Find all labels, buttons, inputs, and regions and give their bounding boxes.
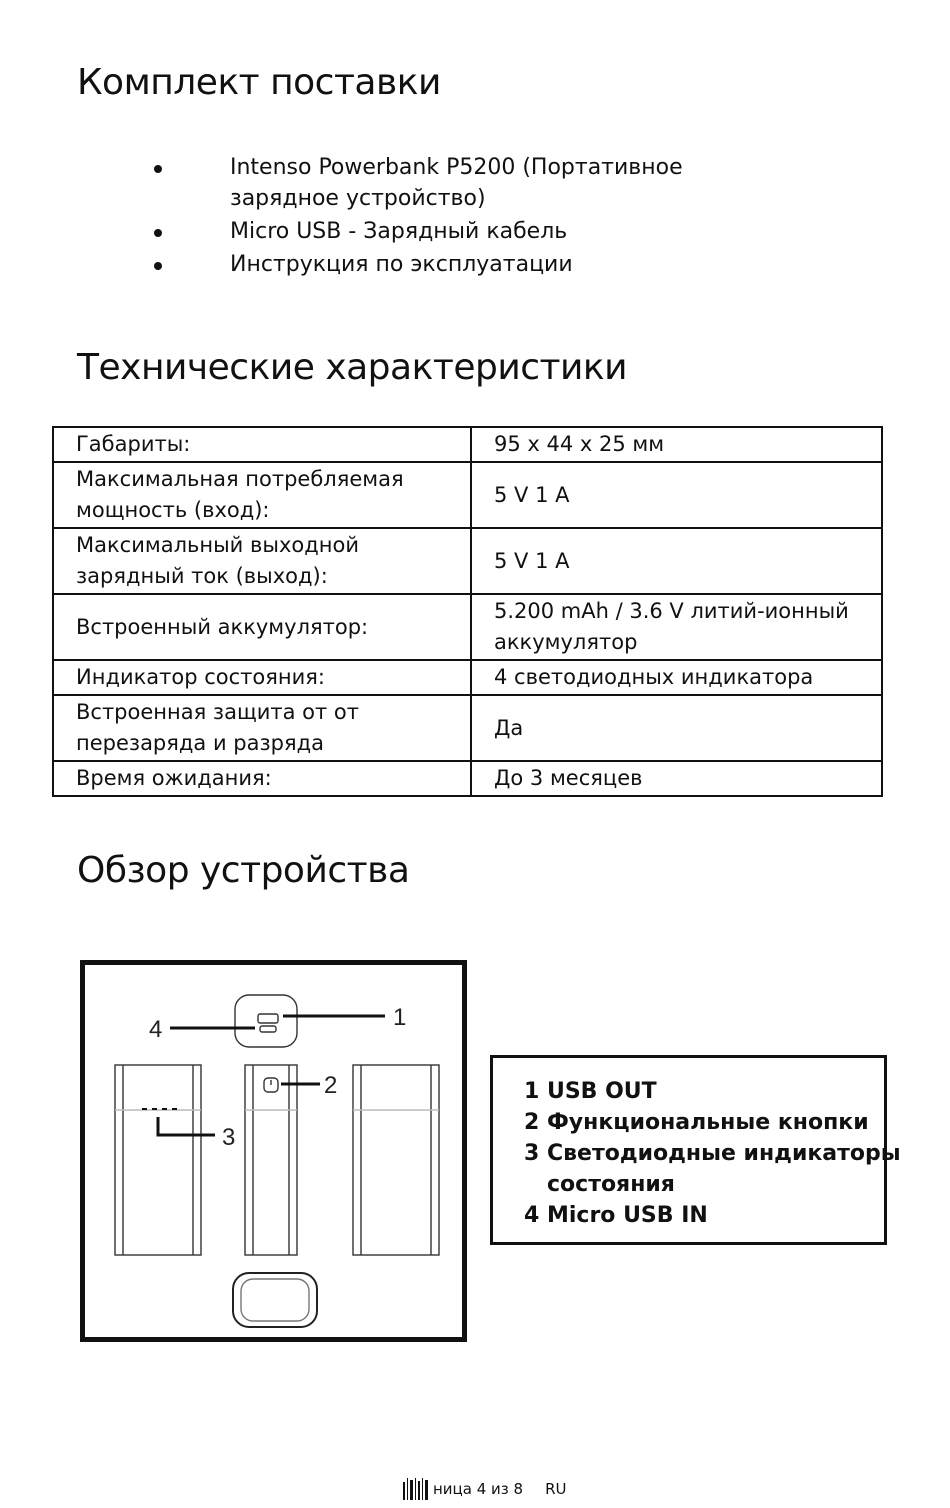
spec-key: Встроенная защита от от перезаряда и разряда bbox=[53, 695, 471, 761]
callout-line-3 bbox=[158, 1117, 215, 1135]
table-row bbox=[53, 427, 882, 462]
legend-item: состояния bbox=[547, 1172, 675, 1197]
list-item-text: Инструкция по эксплуатации bbox=[230, 252, 573, 277]
barcode-icon bbox=[403, 1478, 429, 1500]
device-bottom-inner bbox=[241, 1279, 309, 1321]
device-side-view-left bbox=[115, 1065, 201, 1255]
list-item-text: Micro USB - Зарядный кабель bbox=[230, 219, 568, 244]
usb-out-port-icon bbox=[258, 1014, 278, 1023]
table-row bbox=[53, 462, 882, 528]
device-diagram bbox=[80, 960, 467, 1342]
page-number: ница 4 из 8 bbox=[433, 1480, 524, 1498]
bullet-icon bbox=[154, 262, 162, 270]
table-row bbox=[53, 594, 882, 660]
spec-value: 5 V 1 A bbox=[471, 528, 882, 594]
spec-key: Максимальная потребляемая мощность (вход): bbox=[53, 462, 471, 528]
spec-key: Встроенный аккумулятор: bbox=[53, 594, 471, 660]
table-row bbox=[53, 761, 882, 796]
spec-value: 4 светодиодных индикатора bbox=[471, 660, 882, 695]
spec-key: Габариты: bbox=[53, 427, 471, 462]
list-item bbox=[150, 152, 790, 214]
legend-item: 1 USB OUT bbox=[524, 1079, 657, 1104]
table-row bbox=[53, 660, 882, 695]
table-row bbox=[53, 695, 882, 761]
bullet-icon bbox=[154, 165, 162, 173]
section-title-package: Комплект поставки bbox=[77, 62, 441, 103]
device-diagram-svg bbox=[85, 965, 462, 1337]
callout-label-1: 1 bbox=[393, 1004, 407, 1031]
micro-usb-in-port-icon bbox=[260, 1026, 276, 1032]
spec-value: 5 V 1 A bbox=[471, 462, 882, 528]
spec-value: 5.200 mAh / 3.6 V литий-ионный аккумулятор bbox=[471, 594, 882, 660]
language-code: RU bbox=[545, 1480, 567, 1498]
section-title-specs: Технические характеристики bbox=[77, 347, 628, 388]
callout-label-2: 2 bbox=[324, 1072, 338, 1099]
device-side-view-right bbox=[353, 1065, 439, 1255]
spec-value: До 3 месяцев bbox=[471, 761, 882, 796]
package-list bbox=[150, 152, 790, 282]
spec-key: Максимальный выходной зарядный ток (выход): bbox=[53, 528, 471, 594]
device-top-view bbox=[235, 995, 297, 1047]
list-item bbox=[150, 216, 790, 247]
callout-label-4: 4 bbox=[149, 1016, 163, 1043]
legend-item: 4 Micro USB IN bbox=[524, 1203, 708, 1228]
bullet-icon bbox=[154, 229, 162, 237]
spec-value: Да bbox=[471, 695, 882, 761]
callout-label-3: 3 bbox=[222, 1124, 236, 1151]
spec-table bbox=[52, 426, 883, 797]
legend-item: 3 Светодиодные индикаторы bbox=[524, 1141, 901, 1166]
spec-value: 95 x 44 x 25 мм bbox=[471, 427, 882, 462]
list-item bbox=[150, 249, 790, 280]
legend-item: 2 Функциональные кнопки bbox=[524, 1110, 869, 1135]
page-footer bbox=[403, 1478, 566, 1500]
section-title-overview: Обзор устройства bbox=[77, 850, 410, 891]
table-row bbox=[53, 528, 882, 594]
list-item-text: Intenso Powerbank P5200 (Портативное зарядное устройство) bbox=[230, 155, 683, 211]
spec-key: Индикатор состояния: bbox=[53, 660, 471, 695]
spec-key: Время ожидания: bbox=[53, 761, 471, 796]
diagram-legend bbox=[490, 1055, 901, 1245]
